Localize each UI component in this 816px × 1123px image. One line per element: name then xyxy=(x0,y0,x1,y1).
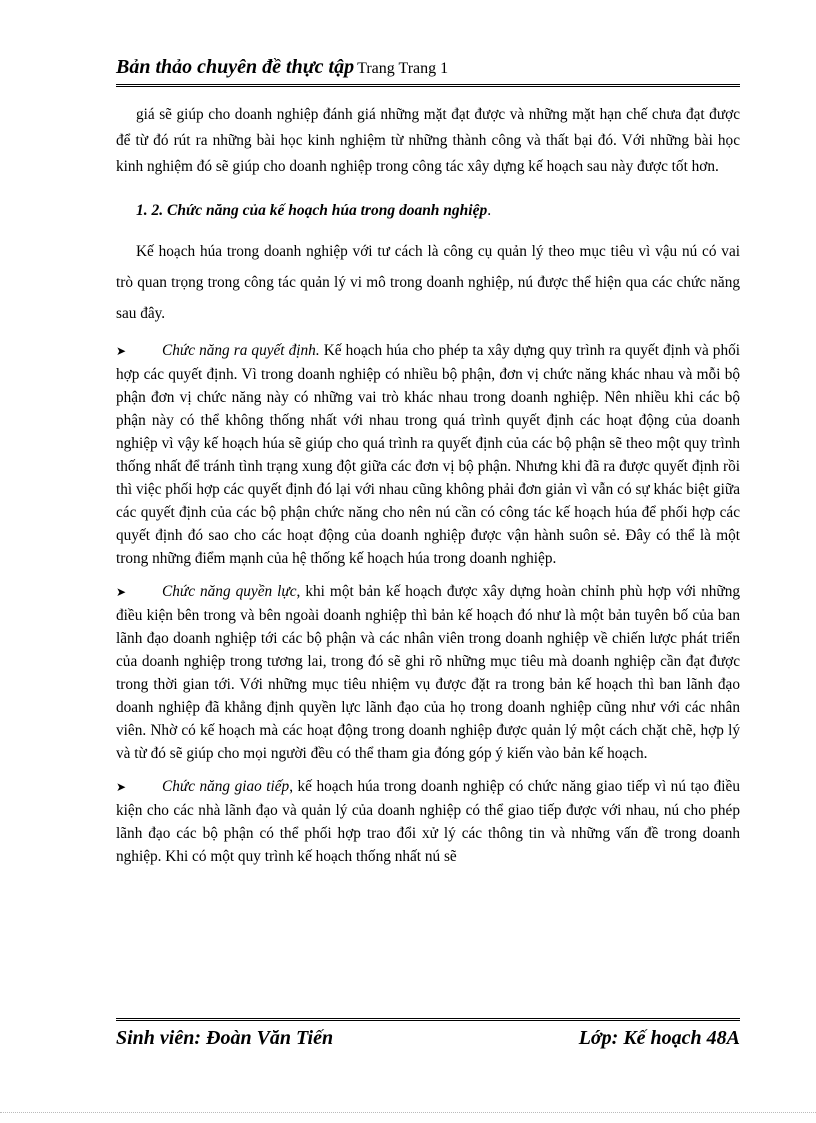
bullet-term: Chức năng giao tiếp xyxy=(162,778,290,795)
bullet-arrow-icon: ➤ xyxy=(116,585,127,599)
page-footer xyxy=(116,1018,740,1061)
bullet-authority-function xyxy=(116,580,740,765)
bullet-text: , khi một bản kế hoạch được xây dựng hoàn chỉnh phù hợp với những điều kiện bên trong và bên ngoài doanh nghiệp thì bản kế hoạch đó như là một bản tuyên bố của ban lãnh đạo doanh nghiệp tới các bộ phận và các nhân viên trong doanh nghiệp về chiến lược phát triển của doanh nghiệp trong tương lai, trong đó sẽ ghi rõ những mục tiêu mà doanh nghiệp cần đạt được trong thời gian tới. Với những mục tiêu nhiệm vụ được đặt ra trong bản kế hoạch thì ban lãnh đạo doanh nghiệp đã khẳng định quyền lực lãnh đạo của họ trong doanh nghiệp cũng như với các nhân viên. Nhờ có kế hoạch mà các hoạt động trong doanh nghiệp được quản lý một cách chặt chẽ, hợp lý và từ đó sẽ giúp cho mọi người đều có thể tham gia đóng góp ý kiến vào bản kế hoạch. xyxy=(116,583,740,762)
page-bottom-divider xyxy=(0,1112,816,1113)
class-name: Lớp: Kế hoạch 48A xyxy=(578,1027,740,1049)
bullet-arrow-icon: ➤ xyxy=(116,344,127,358)
bullet-arrow-icon: ➤ xyxy=(116,780,127,794)
section-heading-text: 1. 2. Chức năng của kế hoạch húa trong doanh nghiệp xyxy=(136,202,488,219)
header-title-line xyxy=(116,56,448,79)
section-intro-paragraph: Kế hoạch húa trong doanh nghiệp với tư cách là công cụ quản lý theo mục tiêu vì vậu nú có vai trò quan trọng trong công tác quản lý vi mô trong doanh nghiệp, nú được thể hiện qua các chức năng sau đây. xyxy=(116,243,740,322)
intro-paragraph: giá sẽ giúp cho doanh nghiệp đánh giá những mặt đạt được và những mặt hạn chế chưa đạt được để từ đó rút ra những bài học kinh nghiệm từ những thành công và thất bại đó. Với những bài học kinh nghiệm đó sẽ giúp cho doanh nghiệp trong công tác xây dựng kế hoạch sau này được tốt hơn. xyxy=(116,106,740,175)
section-heading xyxy=(116,198,740,224)
bullet-term: Chức năng ra quyết định. xyxy=(162,342,320,359)
bullet-term: Chức năng quyền lực xyxy=(162,583,297,600)
bullet-decision-function xyxy=(116,339,740,570)
student-name: Sinh viên: Đoàn Văn Tiến xyxy=(116,1027,334,1049)
bullet-text: Kế hoạch húa cho phép ta xây dựng quy trình ra quyết định và phối hợp các quyết định. Vì trong doanh nghiệp có nhiều bộ phận, đơn vị chức năng khác nhau và mỗi bộ phận đơn vị chức năng này có những vai trò khác nhau trong doanh nghiệp. Nên nhiều khi các bộ phận này có thể không thống nhất với nhau trong quá trình quyết định các hoạt động của doanh nghiệp vì vậy kế hoạch húa sẽ giúp cho quá trình ra quyết định của các bộ phận sẽ theo một quy trình thống nhất để tránh tình trạng xung đột giữa các đơn vị bộ phận. Nhưng khi đã ra được quyết định rồi thì việc phối hợp các quyết định đó lại với nhau cũng không phải đơn giản vì vẫn có sự khác biệt giữa các quyết định của các bộ phận chức năng cho nên nú cần có công tác kế hoạch húa để phối hợp các quyết định đó sao cho các hoạt động của doanh nghiệp được vận hành suôn sẻ. Đây có thể là một trong những điểm mạnh của hệ thống kế hoạch húa trong doanh nghiệp. xyxy=(116,342,741,567)
bullet-communication-function xyxy=(116,775,740,868)
page-number-label: Trang Trang 1 xyxy=(357,60,449,77)
document-body xyxy=(116,100,740,868)
section-heading-period: . xyxy=(487,202,492,219)
document-title: Bản thảo chuyên đề thực tập xyxy=(116,56,355,78)
bullet-text: , kế hoạch húa trong doanh nghiệp có chức năng giao tiếp vì nú tạo điều kiện cho các nhà lãnh đạo và quản lý của doanh nghiệp có thể giao tiếp được với nhau, nú cho phép lãnh đạo các bộ phận có thể phối hợp trao đổi xử lý các thông tin và những vấn đề trong doanh nghiệp. Khi có một quy trình kế hoạch thống nhất nú sẽ xyxy=(116,778,740,865)
page-header xyxy=(116,50,740,87)
